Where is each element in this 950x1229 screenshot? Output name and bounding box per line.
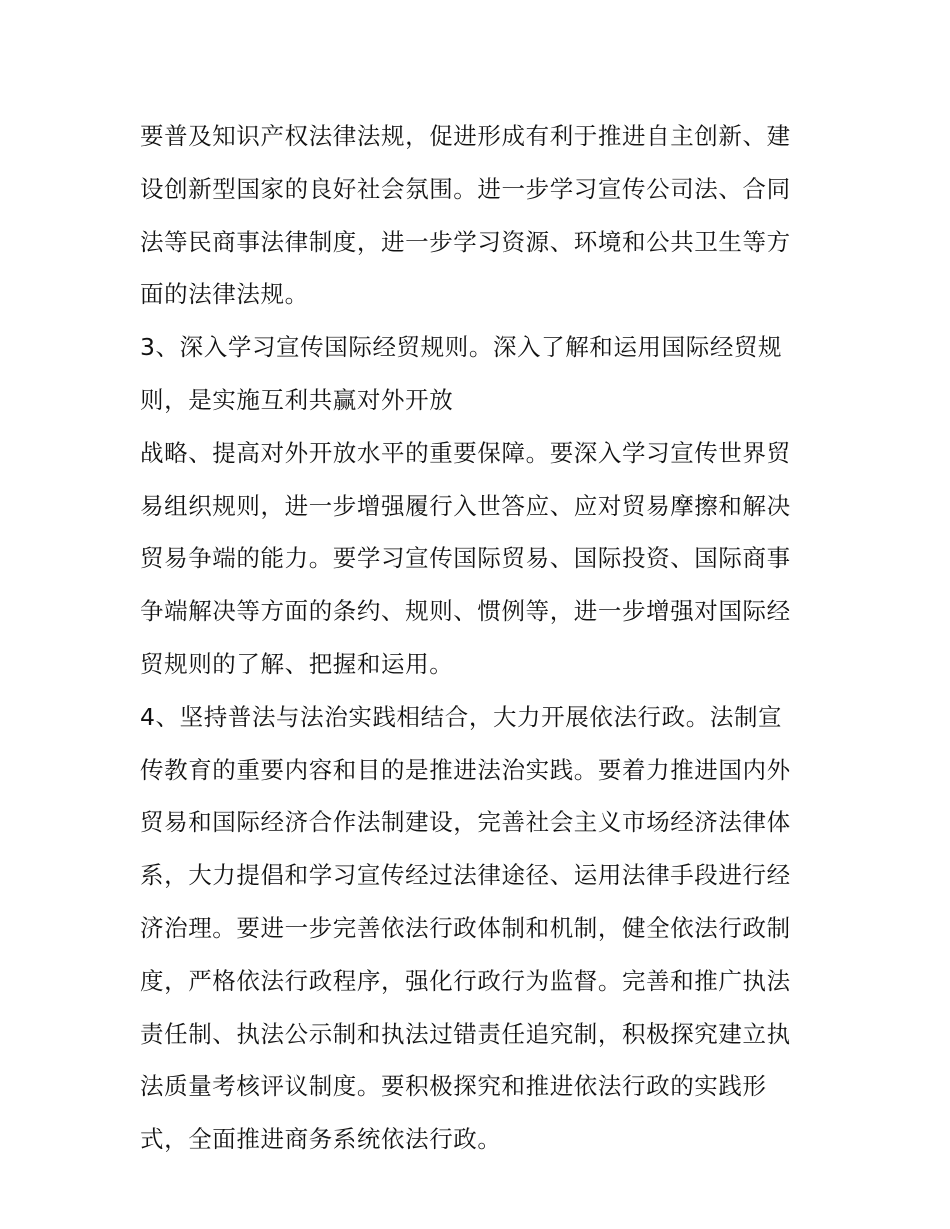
text-line: 贸易和国际经济合作法制建设，完善社会主义市场经济法律体: [140, 808, 791, 837]
text-line: 则，是实施互利共赢对外开放: [140, 385, 454, 414]
text-line: 面的法律法规。: [140, 280, 309, 309]
section-3-heading-line: 3、深入学习宣传国际经贸规则。深入了解和运用国际经贸规: [140, 333, 783, 362]
section-4-heading-line: 4、坚持普法与法治实践相结合，大力开展依法行政。法制宣: [140, 702, 783, 731]
text-line: 式，全面推进商务系统依法行政。: [140, 1125, 502, 1154]
text-line: 系，大力提倡和学习宣传经过法律途径、运用法律手段进行经: [140, 861, 791, 890]
text-line: 责任制、执法公示制和执法过错责任追究制，积极探究建立执: [140, 1019, 791, 1048]
text-line: 易组织规则，进一步增强履行入世答应、应对贸易摩擦和解决: [140, 491, 791, 520]
text-line: 争端解决等方面的条约、规则、惯例等，进一步增强对国际经: [140, 597, 791, 626]
text-line: 法质量考核评议制度。要积极探究和推进依法行政的实践形: [140, 1072, 767, 1101]
text-line: 要普及知识产权法律法规，促进形成有利于推进自主创新、建: [140, 122, 791, 150]
text-line: 法等民商事法律制度，进一步学习资源、环境和公共卫生等方: [140, 227, 791, 256]
body-text: [140, 110, 820, 1166]
text-line: 战略、提高对外开放水平的重要保障。要深入学习宣传世界贸: [140, 438, 791, 467]
text-line: 设创新型国家的良好社会氛围。进一步学习宣传公司法、合同: [140, 174, 791, 203]
text-line: 贸规则的了解、把握和运用。: [140, 649, 454, 678]
text-line: 传教育的重要内容和目的是推进法治实践。要着力推进国内外: [140, 755, 791, 784]
text-line: 贸易争端的能力。要学习宣传国际贸易、国际投资、国际商事: [140, 544, 791, 573]
text-line: 济治理。要进一步完善依法行政体制和机制，健全依法行政制: [140, 913, 791, 942]
text-line: 度，严格依法行政程序，强化行政行为监督。完善和推广执法: [140, 966, 791, 995]
